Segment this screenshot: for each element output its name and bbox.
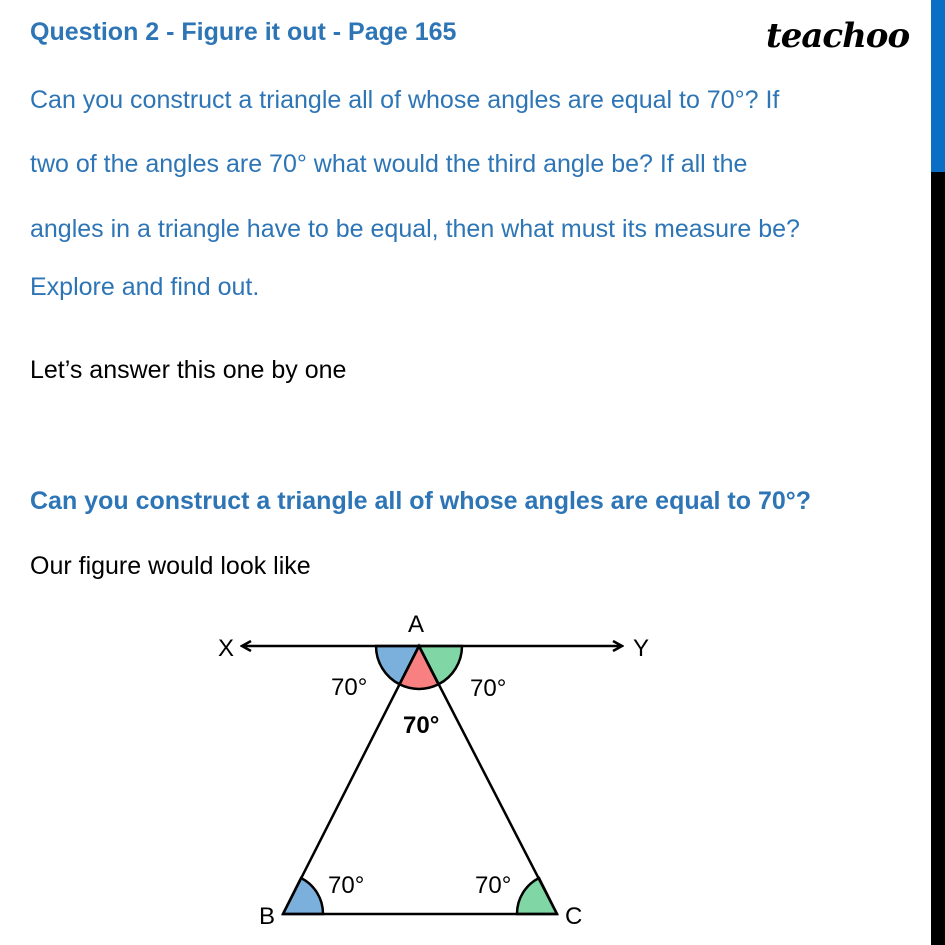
angle-c-label: 70° [475, 872, 512, 899]
label-a: A [408, 611, 425, 638]
label-c: C [565, 903, 583, 930]
angle-top-label: 70° [403, 712, 440, 739]
angle-b-sector [283, 878, 323, 914]
label-y: Y [633, 635, 650, 662]
page-title: Question 2 - Figure it out - Page 165 [30, 18, 457, 46]
label-x: X [218, 635, 235, 662]
angle-left-label: 70° [331, 674, 368, 701]
teachoo-logo: teachoo [766, 16, 910, 56]
question-line-1: Can you construct a triangle all of whose angles are equal to 70°? If [30, 86, 780, 114]
label-b: B [259, 903, 276, 930]
question-line-3: angles in a triangle have to be equal, then what must its measure be? [30, 215, 800, 243]
angle-c-sector [517, 878, 557, 914]
figure-caption: Our figure would look like [30, 552, 311, 580]
angle-right-label: 70° [470, 675, 507, 702]
question-line-2: two of the angles are 70° what would the third angle be? If all the [30, 150, 748, 178]
angle-b-label: 70° [328, 872, 365, 899]
question-line-4: Explore and find out. [30, 273, 260, 301]
sub-question-heading: Can you construct a triangle all of whose angles are equal to 70°? [30, 487, 812, 515]
intro-text: Let’s answer this one by one [30, 356, 347, 384]
